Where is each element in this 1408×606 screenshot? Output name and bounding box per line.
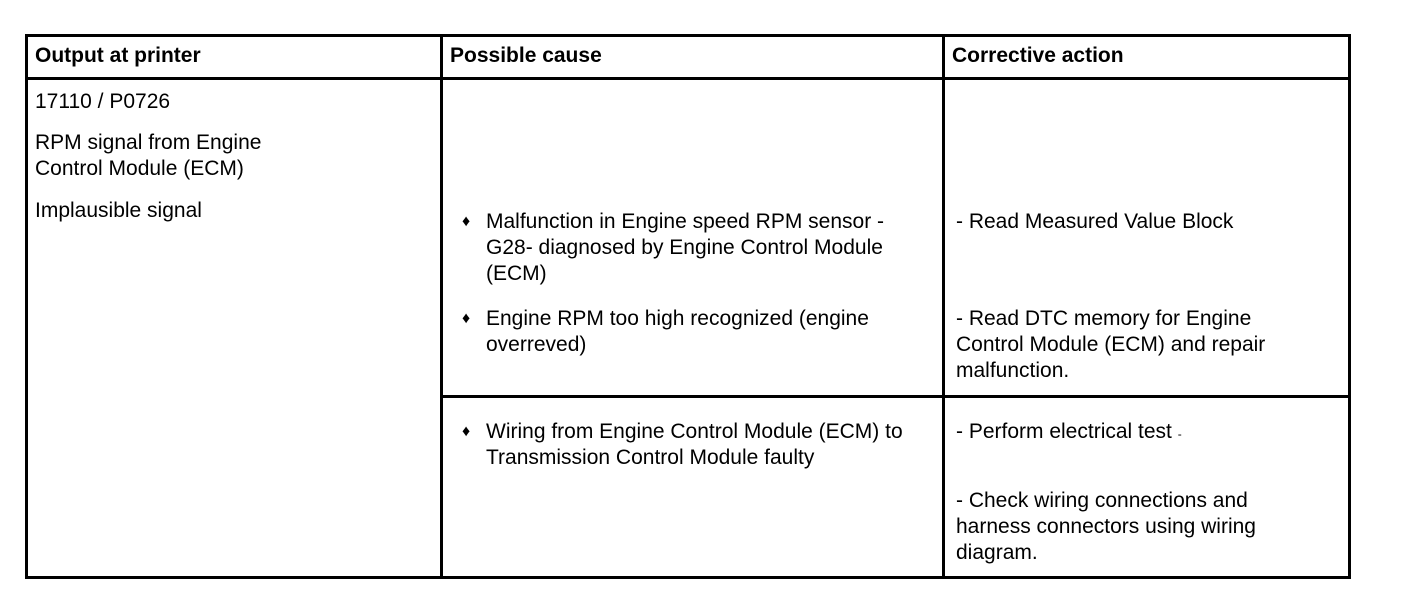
fault-status: Implausible signal xyxy=(35,199,202,222)
action-item: - Read Measured Value Block xyxy=(956,210,1234,233)
header-output: Output at printer xyxy=(35,44,201,67)
diamond-bullet-icon: ♦ xyxy=(462,213,471,230)
column-divider-1 xyxy=(440,37,443,576)
action-item xyxy=(956,419,1336,447)
fault-description: RPM signal from Engine Control Module (ECM) xyxy=(35,131,262,180)
cause-text: Wiring from Engine Control Module (ECM) to Transmission Control Module faulty xyxy=(486,420,903,469)
header-action: Corrective action xyxy=(952,44,1124,67)
fault-code: 17110 / P0726 xyxy=(35,90,171,113)
cause-item xyxy=(462,306,918,358)
header-cause: Possible cause xyxy=(450,44,602,67)
header-divider xyxy=(28,77,1348,80)
diagnostic-table xyxy=(25,34,1351,579)
cause-text: Engine RPM too high recognized (engine overreved) xyxy=(486,307,869,356)
cause-item xyxy=(462,419,938,471)
action-item: - Read DTC memory for Engine Control Module (ECM) and repair malfunction. xyxy=(956,307,1266,382)
column-divider-2 xyxy=(942,37,945,576)
cause-item xyxy=(462,209,918,287)
row-divider xyxy=(443,395,1348,398)
small-dash-mark: - xyxy=(1177,427,1182,441)
diamond-bullet-icon: ♦ xyxy=(462,310,471,327)
action-item: - Check wiring connections and harness connectors using wiring diagram. xyxy=(956,489,1256,564)
cause-text: Malfunction in Engine speed RPM sensor -G28- diagnosed by Engine Control Module (ECM) xyxy=(486,210,885,285)
diamond-bullet-icon: ♦ xyxy=(462,423,471,440)
action-text: - Perform electrical test xyxy=(956,420,1172,443)
